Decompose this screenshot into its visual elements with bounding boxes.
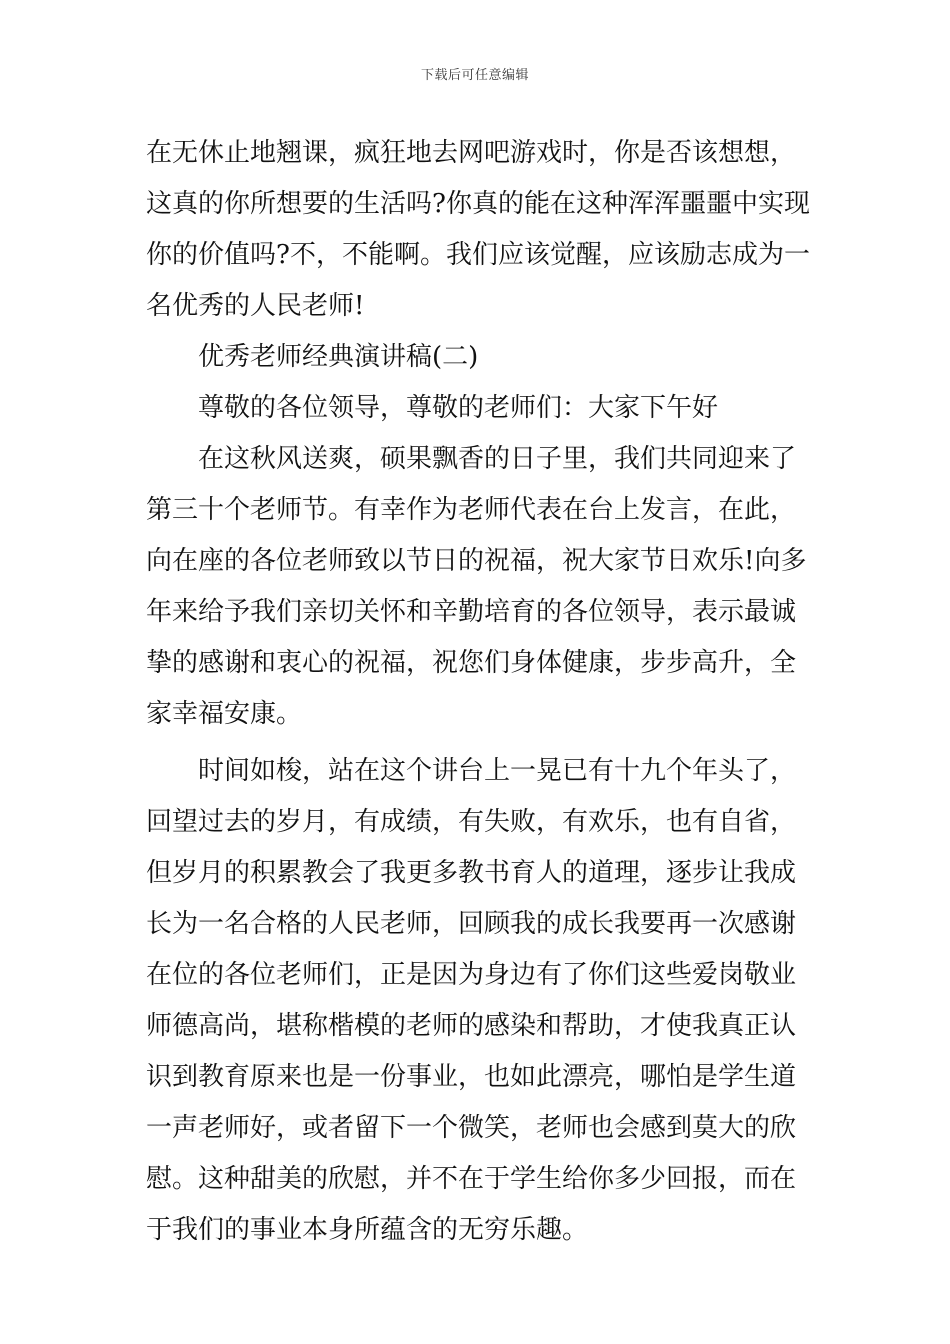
text-line: 识到教育原来也是一份事业，也如此漂亮，哪怕是学生道 [146,1062,797,1092]
text-line: 回望过去的岁月，有成绩，有失败，有欢乐，也有自省， [146,807,797,837]
text-line: 时间如梭，站在这个讲台上一晃已有十九个年头了， [198,756,797,786]
text-line: 在这秋风送爽，硕果飘香的日子里，我们共同迎来了 [198,444,797,474]
text-line: 师德高尚，堪称楷模的老师的感染和帮助，才使我真正认 [146,1011,797,1041]
text-line: 在位的各位老师们，正是因为身边有了你们这些爱岗敬业 [146,960,797,990]
text-line: 这真的你所想要的生活吗?你真的能在这种浑浑噩噩中实现 [146,189,810,219]
text-line: 在无休止地翘课，疯狂地去网吧游戏时，你是否该想想， [146,138,797,168]
page-header: 下载后可任意编辑 [420,68,529,83]
text-line: 但岁月的积累教会了我更多教书育人的道理，逐步让我成 [146,858,797,888]
section-title: 优秀老师经典演讲稿(二) [198,342,479,372]
text-line: 你的价值吗?不，不能啊。我们应该觉醒，应该励志成为一 [146,240,810,270]
text-line: 名优秀的人民老师! [146,291,365,321]
text-line: 慰。这种甜美的欣慰，并不在于学生给你多少回报，而在 [146,1164,797,1194]
text-line: 长为一名合格的人民老师，回顾我的成长我要再一次感谢 [146,909,797,939]
text-line: 于我们的事业本身所蕴含的无穷乐趣。 [146,1215,589,1245]
text-line: 向在座的各位老师致以节日的祝福，祝大家节日欢乐!向多 [146,546,807,576]
text-line: 一声老师好，或者留下一个微笑，老师也会感到莫大的欣 [146,1113,797,1143]
text-line: 挚的感谢和衷心的祝福，祝您们身体健康，步步高升，全 [146,648,797,678]
text-line: 年来给予我们亲切关怀和辛勤培育的各位领导，表示最诚 [146,597,797,627]
salutation: 尊敬的各位领导，尊敬的老师们：大家下午好 [198,393,719,423]
text-line: 家幸福安康。 [146,699,303,729]
document-body [146,128,808,1256]
text-line: 第三十个老师节。有幸作为老师代表在台上发言，在此， [146,495,797,525]
